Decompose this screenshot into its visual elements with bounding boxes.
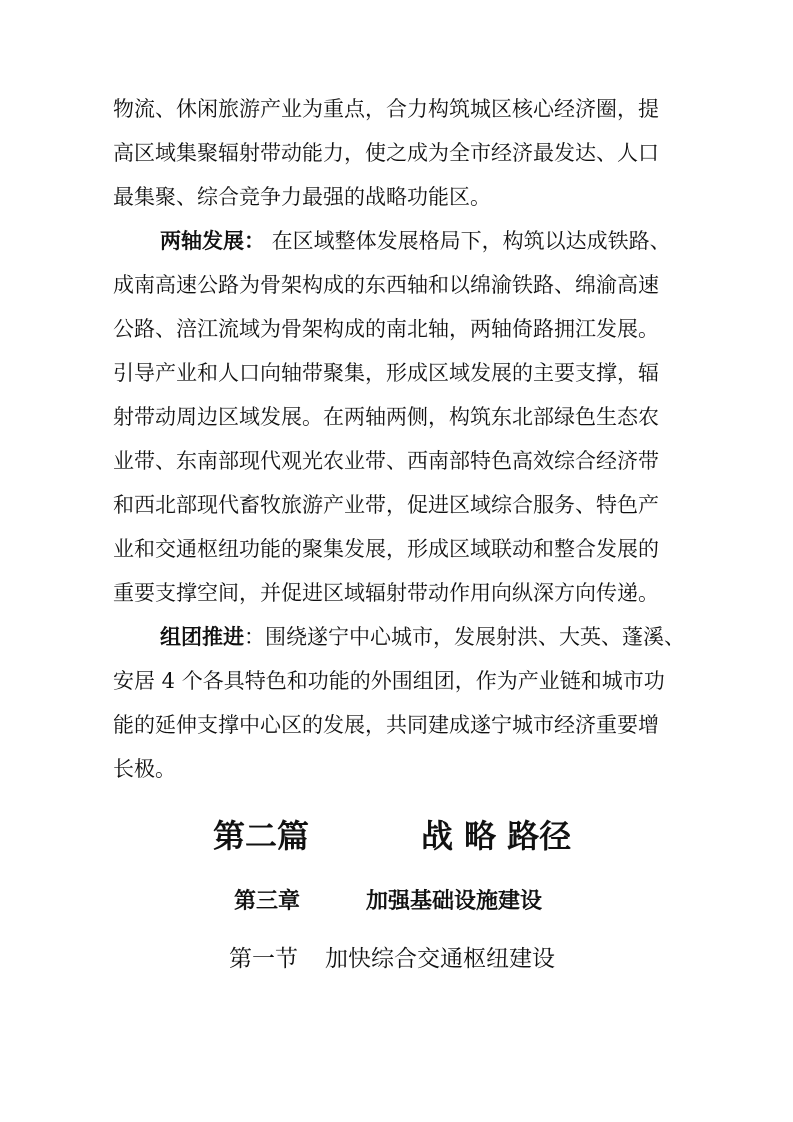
section-title-number: 第一节 xyxy=(229,946,298,972)
paragraph-2-line: 和西北部现代畜牧旅游产业带，促进区域综合服务、特色产 xyxy=(113,493,659,517)
paragraph-2-line: 公路、涪江流域为骨架构成的南北轴，两轴倚路拥江发展。 xyxy=(113,317,659,341)
paragraph-2-first-line xyxy=(160,229,671,253)
paragraph-3-label: 组团推进 xyxy=(160,625,244,649)
paragraph-3-line: 能的延伸支撑中心区的发展，共同建成遂宁城市经济重要增 xyxy=(113,713,659,737)
paragraph-1-line-3: 最集聚、综合竞争力最强的战略功能区。 xyxy=(113,185,491,209)
section-title-name: 加快综合交通枢纽建设 xyxy=(325,946,555,972)
chapter-title-number: 第三章 xyxy=(234,889,301,914)
paragraph-3-line: 长极。 xyxy=(113,757,176,781)
paragraph-2-first-line-text: 在区域整体发展格局下，构筑以达成铁路、 xyxy=(265,229,671,253)
paragraph-2-label: 两轴发展： xyxy=(160,229,265,253)
paragraph-1-line-1: 物流、休闲旅游产业为重点，合力构筑城区核心经济圈，提 xyxy=(113,97,659,121)
paragraph-3-first-line xyxy=(160,625,685,649)
paragraph-2-line: 引导产业和人口向轴带聚集，形成区域发展的主要支撑，辐 xyxy=(113,361,659,385)
paragraph-3-first-line-text: ：围绕遂宁中心城市，发展射洪、大英、蓬溪、 xyxy=(244,625,685,649)
part-title-name: 战 略 路径 xyxy=(421,817,572,855)
paragraph-1-line-2: 高区域集聚辐射带动能力，使之成为全市经济最发达、人口 xyxy=(113,141,659,165)
paragraph-2-line: 射带动周边区域发展。在两轴两侧，构筑东北部绿色生态农 xyxy=(113,405,659,429)
paragraph-2-line: 业带、东南部现代观光农业带、西南部特色高效综合经济带 xyxy=(113,449,659,473)
paragraph-2-line: 成南高速公路为骨架构成的东西轴和以绵渝铁路、绵渝高速 xyxy=(113,273,659,297)
paragraph-2-line: 重要支撑空间，并促进区域辐射带动作用向纵深方向传递。 xyxy=(113,581,659,605)
chapter-title-name: 加强基础设施建设 xyxy=(366,889,543,914)
part-title-number: 第二篇 xyxy=(213,817,310,855)
paragraph-2-line: 业和交通枢纽功能的聚集发展，形成区域联动和整合发展的 xyxy=(113,537,659,561)
paragraph-3-line: 安居 4 个各具特色和功能的外围组团，作为产业链和城市功 xyxy=(113,669,665,693)
